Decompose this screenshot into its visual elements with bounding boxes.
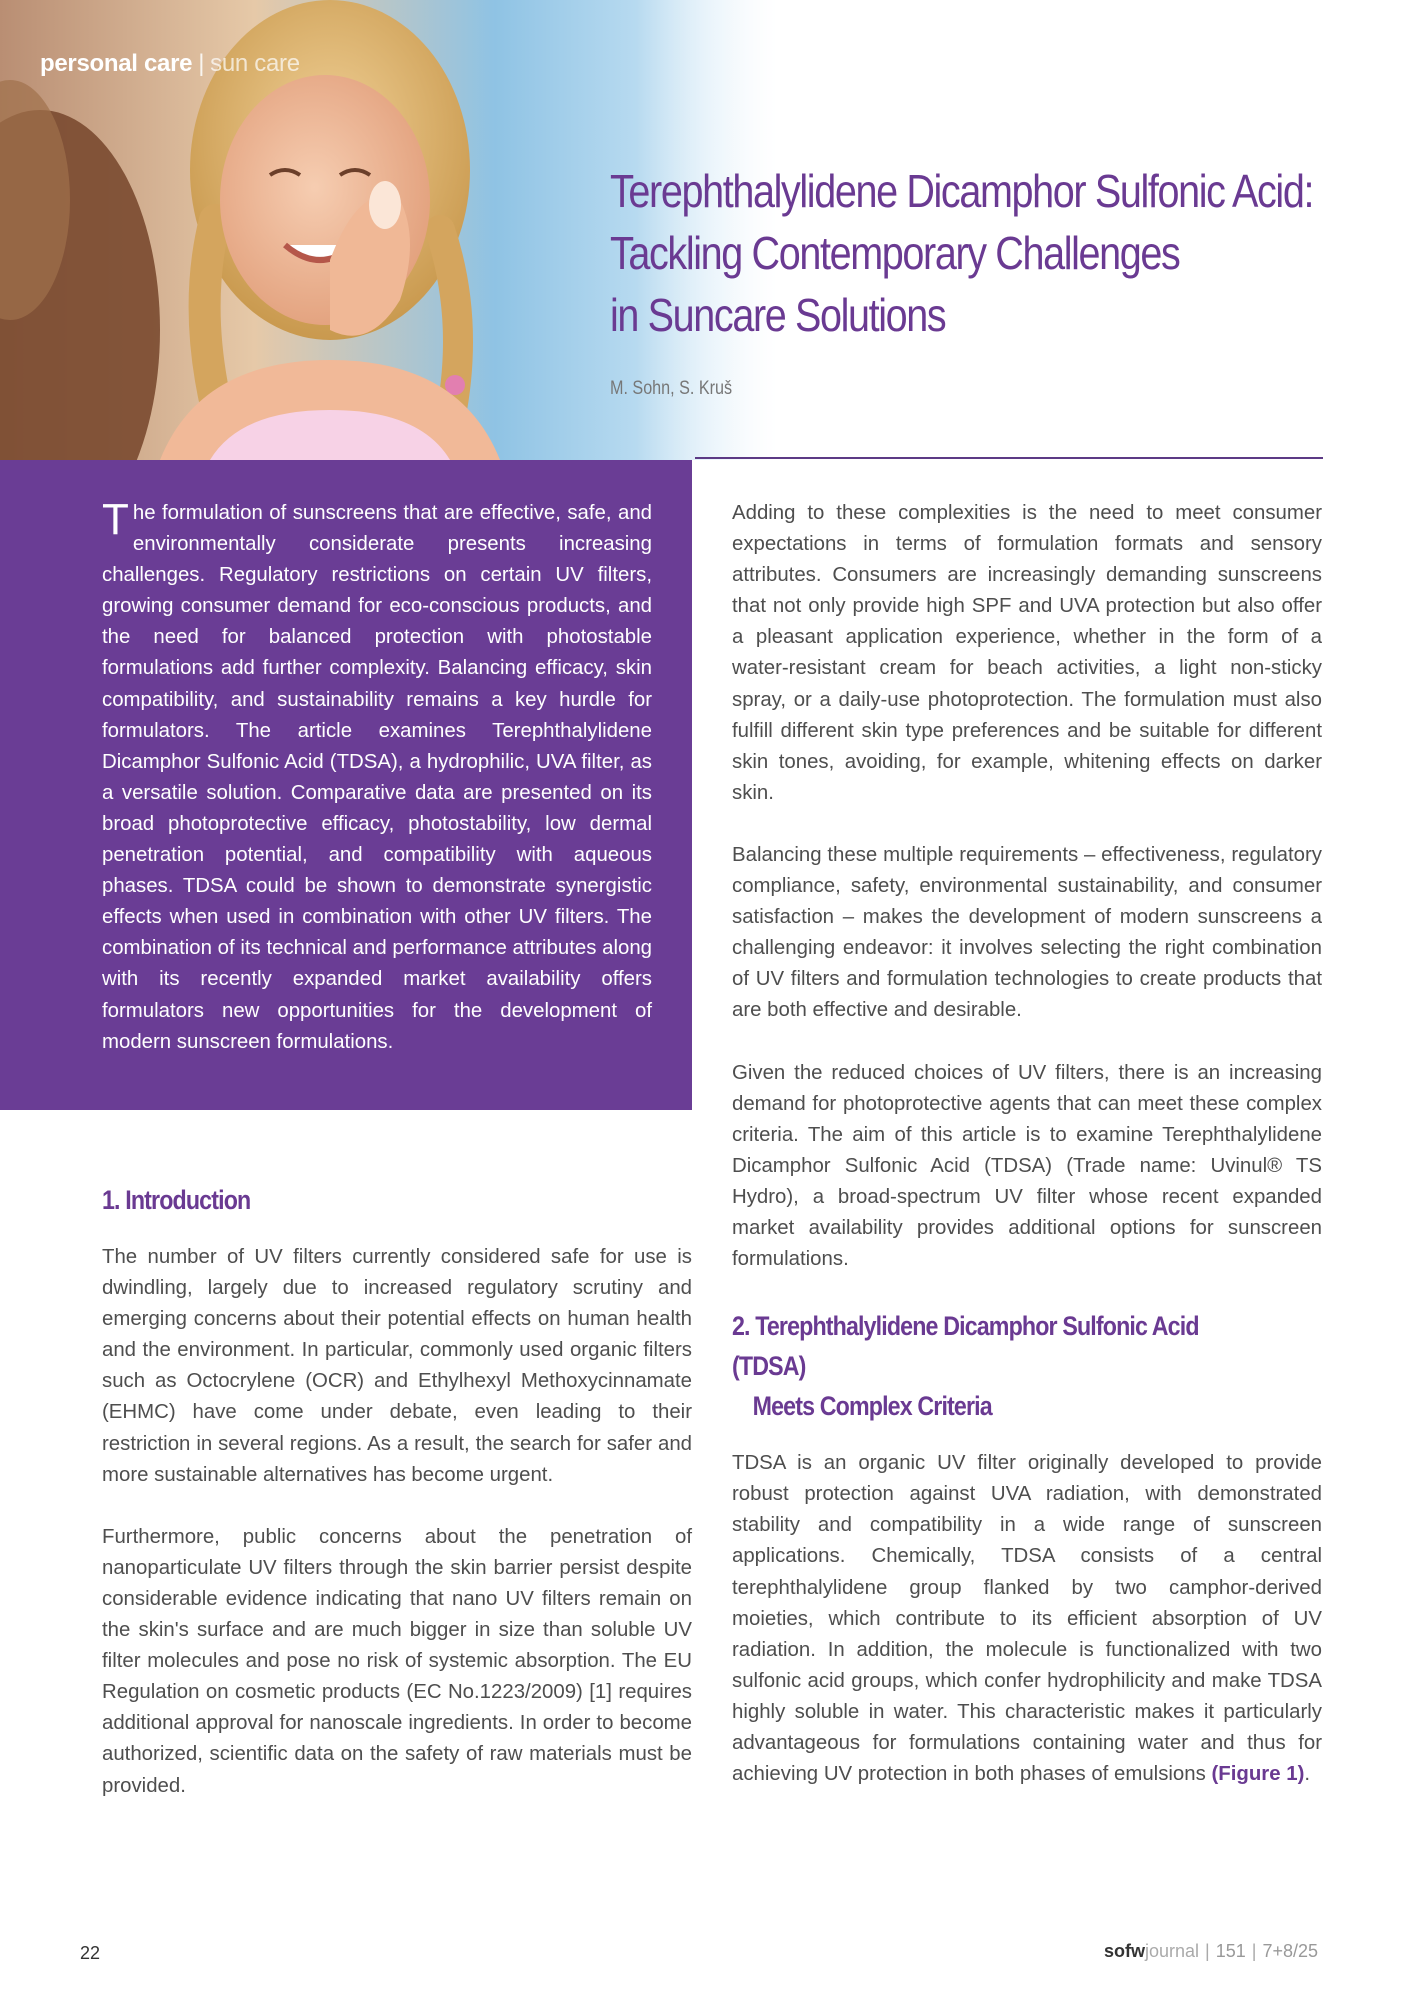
subcategory-label: sun care [210,50,300,77]
title-line-3: in Suncare Solutions [610,289,946,341]
journal-brand-light: journal [1144,1941,1200,1961]
category-label: personal care [40,50,193,77]
left-column [102,1180,692,1833]
tdsa-paragraph-end: . [1304,1763,1311,1786]
right-paragraph-1: Adding to these complexities is the need to meet consumer expectations in terms of formulation formats and sensory attributes. Consumers are increasingly demanding sunscreens that not only provide high SPF and UVA protection but also offer a pleasant application experience, whether in the form of a water-resistant cream for beach activities, a light non-sticky spray, or a daily-use photoprotection. The formulation must also fulfill different skin type preferences and be suitable for different skin tones, avoiding, for example, whitening effects on darker skin. [732,502,1322,804]
header-divider [695,457,1323,459]
abstract-box [0,460,692,1110]
journal-issue: 7+8/25 [1262,1941,1318,1961]
tdsa-heading [732,1306,1239,1426]
tdsa-paragraph-1 [732,1448,1322,1790]
tdsa-heading-line-1: 2. Terephthalylidene Dicamphor Sulfonic Acid (TDSA) [732,1311,1199,1382]
abstract-text [102,495,652,1058]
introduction-paragraph-1: The number of UV filters currently considered safe for use is dwindling, largely due to increased regulatory scrutiny and emerging concerns about their potential effects on human health and the environment. In particular, commonly used organic filters such as Octocrylene (OCR) and Ethylhexyl Methoxycinnamate (EHMC) have come under debate, even leading to their restriction in several regions. As a result, the search for safer and more sustainable alternatives has become urgent. [102,1246,692,1486]
journal-volume: 151 [1215,1941,1246,1961]
article-authors: M. Sohn, S. Kruš [610,378,733,399]
page-number: 22 [80,1943,101,1963]
introduction-paragraph-2: Furthermore, public concerns about the penetration of nanoparticulate UV filters through the skin barrier persist despite considerable evidence indicating that nano UV filters remain on the skin's surface and are much bigger in size than soluble UV filter molecules and pose no risk of systemic absorption. The EU Regulation on cosmetic products (EC No.1223/2009) [1] requires additional approval for nanoscale ingredients. In order to become authorized, scientific data on the safety of raw materials must be provided. [102,1525,692,1797]
journal-footer [1104,1941,1318,1962]
right-paragraph-2: Balancing these multiple requirements – effectiveness, regulatory compliance, safety, environmental sustainability, and consumer satisfaction – makes the development of modern sunscreens a challenging endeavor: it involves selecting the right combination of UV filters and formulation technologies to create products that are both effective and desirable. [732,843,1322,1022]
footer-separator: | [1205,1941,1210,1961]
figure-1-link[interactable]: (Figure 1) [1211,1763,1305,1786]
right-paragraph-3: Given the reduced choices of UV filters, there is an increasing demand for photoprotective agents that can meet these complex criteria. The aim of this article is to examine Terephthalylidene Dicamphor Sulfonic Acid (TDSA) (Trade name: Uvinul® TS Hydro), a broad-spectrum UV filter whose recent expanded market availability provides additional options for sunscreen formulations. [732,1061,1322,1271]
footer-separator: | [1251,1941,1257,1961]
introduction-heading: 1. Introduction [102,1185,251,1215]
tdsa-paragraph-text: TDSA is an organic UV filter originally developed to provide robust protection against UVA radiation, with demonstrated stability and compatibility in a wide range of sunscreen applications. Chemically, TDSA consists of a central terephthalylidene group flanked by two camphor-derived moieties, which contribute to its efficient absorption of UV radiation. In addition, the molecule is functionalized with two sulfonic acid groups, which confer hydrophilicity and make TDSA highly soluble in water. This characteristic makes it particularly advantageous for formulations containing water and thus for achieving UV protection in both phases of emulsions [732,1452,1322,1786]
title-line-2: Tackling Contemporary Challenges [610,227,1180,279]
right-column [732,498,1322,1821]
section-category [40,50,300,78]
title-line-1: Terephthalylidene Dicamphor Sulfonic Acid: [610,165,1314,217]
abstract-body: he formulation of sunscreens that are effective, safe, and environmentally considerate presents increasing challenges. Regulatory restrictions on certain UV filters, growing consumer demand for eco-conscious products, and the need for balanced protection with photostable formulations add further complexity. Balancing efficacy, skin compatibility, and sustainability remains a key hurdle for formulators. The article examines Terephthalylidene Dicamphor Sulfonic Acid (TDSA), a hydrophilic, UVA filter, as a versatile solution. Comparative data are presented on its broad photoprotective efficacy, photostability, low dermal penetration potential, and compatibility with aqueous phases. TDSA could be shown to demonstrate synergistic effects when used in combination with other UV filters. The combination of its technical and performance attributes along with its recently expanded market availability offers formulators new opportunities for the development of modern sunscreen formulations. [102,502,652,1053]
category-separator: | [198,50,205,77]
abstract-dropcap: T [102,495,129,544]
article-title [610,160,1314,346]
tdsa-heading-line-2: Meets Complex Criteria [752,1391,992,1422]
journal-brand-strong: sofw [1103,1941,1145,1961]
